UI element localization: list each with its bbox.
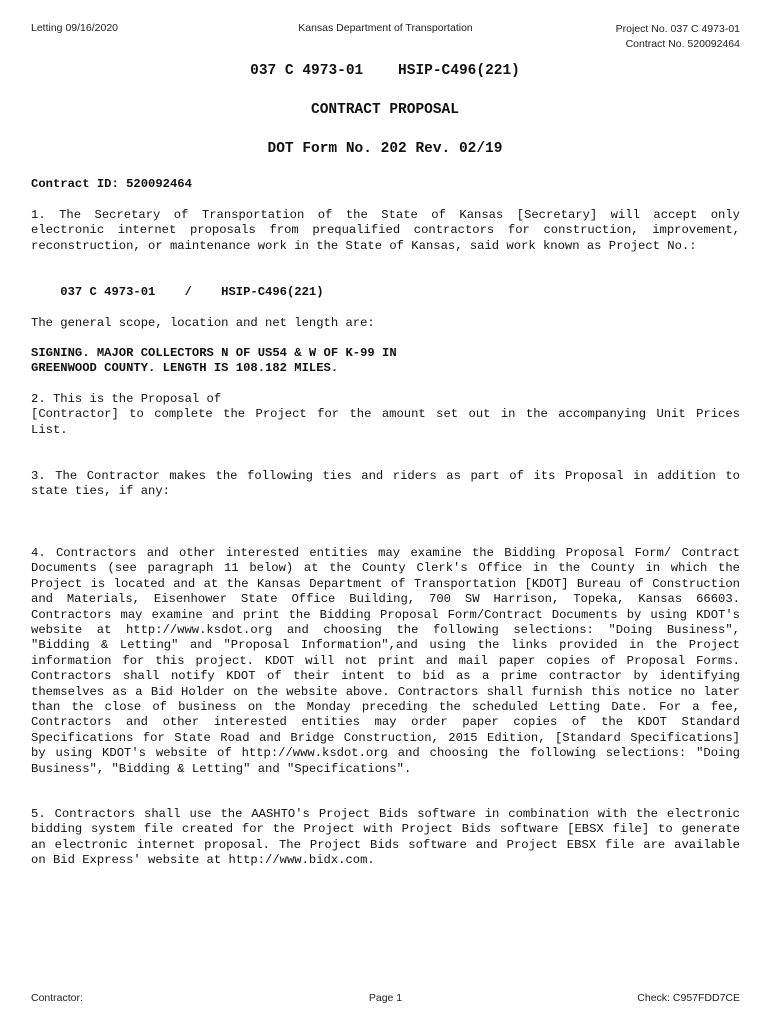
project-title-line: 037 C 4973-01 HSIP-C496(221) <box>250 63 520 79</box>
paragraph-5: 5. Contractors shall use the AASHTO's Project Bids software in combination with the electronic bidding system file created for the Project with Project Bids software [EBSX file] to generate an electronic internet proposal. The Project Bids software and Project EBSX file are available on Bid Express' website at http://www.bidx.com. <box>31 807 740 868</box>
scope-line-1: SIGNING. MAJOR COLLECTORS N OF US54 & W OF K-99 IN <box>31 346 397 360</box>
contract-id: Contract ID: 520092464 <box>31 177 192 191</box>
paragraph-2-rest: [Contractor] to complete the Project for the amount set out in the accompanying Unit Prices List. <box>31 407 740 437</box>
project-contract-ids <box>616 22 740 52</box>
scope-line-2: GREENWOOD COUNTY. LENGTH IS 108.182 MILES. <box>31 361 339 376</box>
paragraph-1: 1. The Secretary of Transportation of the State of Kansas [Secretary] will accept only electronic internet proposals from prequalified contractors for construction, improvement, reconstruction, or maintenance work in the State of Kansas, said work known as Project No.: <box>31 208 740 253</box>
check-code: Check: C957FDD7CE <box>637 992 740 1004</box>
scope-intro: The general scope, location and net length are: <box>31 316 375 330</box>
paragraph-3: 3. The Contractor makes the following ties and riders as part of its Proposal in addition to state ties, if any: <box>31 469 740 499</box>
contract-number: Contract No. 520092464 <box>625 38 740 50</box>
contract-proposal-title: CONTRACT PROPOSAL <box>311 102 459 118</box>
project-reference: 037 C 4973-01 / HSIP-C496(221) <box>31 285 324 299</box>
agency-name: Kansas Department of Transportation <box>298 22 473 34</box>
page-number: Page 1 <box>368 992 403 1004</box>
paragraph-4: 4. Contractors and other interested entities may examine the Bidding Proposal Form/ Contract Documents (see paragraph 11 below) at the County Clerk's Office in the County in which the Project is located and at the Kansas Department of Transportation [KDOT] Bureau of Construction and Materials, Eisenhower State Office Building, 700 SW Harrison, Topeka, Kansas 66603. Contractors may examine and print the Bidding Proposal Form/Contract Documents by using KDOT's website at http://www.ksdot.org and choosing the following selections: "Doing Business", "Bidding & Letting" and "Proposal Information",and using the links provided in the Project information for this project. KDOT will not print and mail paper copies of Proposal Forms. Contractors shall notify KDOT of their intent to bid as a prime contractor by identifying themselves as a Bid Holder on the website above. Contractors shall furnish this notice no later than the close of business on the Monday preceding the scheduled Letting Date. For a fee, Contractors and other interested entities may order paper copies of the KDOT Standard Specifications for State Road and Bridge Construction, 2015 Edition, [Standard Specifications] by using KDOT's website of http://www.ksdot.org and choosing the following selections: "Doing Business", "Bidding & Letting" and "Specifications". <box>31 546 740 776</box>
project-number: Project No. 037 C 4973-01 <box>615 23 740 35</box>
letting-date: Letting 09/16/2020 <box>31 22 118 34</box>
form-number-title: DOT Form No. 202 Rev. 02/19 <box>267 141 503 157</box>
paragraph-2 <box>31 392 740 438</box>
scope-description <box>31 346 740 377</box>
contractor-label: Contractor: <box>31 992 83 1004</box>
paragraph-2-line-1: 2. This is the Proposal of <box>31 392 222 406</box>
